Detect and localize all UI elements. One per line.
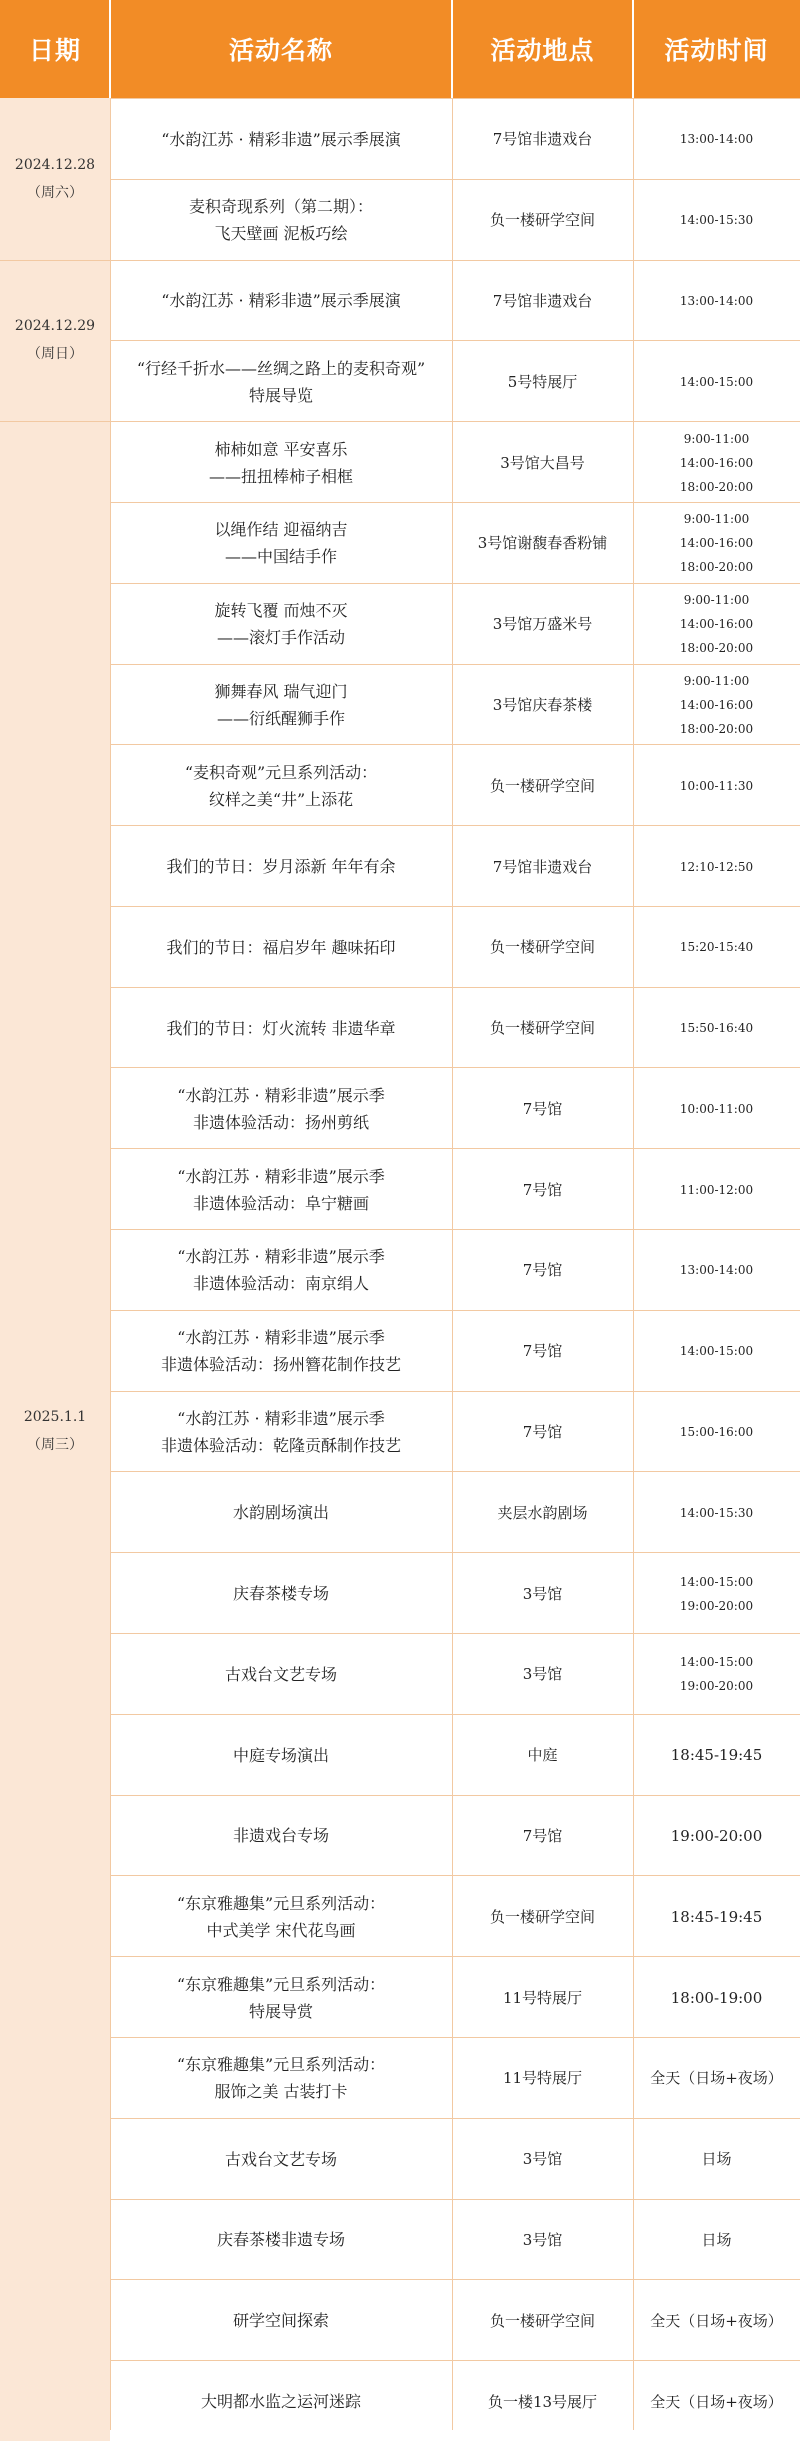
activity-place: 7号馆: [522, 1826, 563, 1845]
table-row: [110, 1391, 800, 1473]
table-row: [110, 2037, 800, 2119]
activity-name: 大明都水监之运河迷踪: [200, 2392, 361, 2411]
activity-name: “水韵江苏 · 精彩非遗”展示季 非遗体验活动：阜宁糖画: [177, 1166, 385, 1213]
activity-name: “水韵江苏 · 精彩非遗”展示季 非遗体验活动：扬州剪纸: [177, 1085, 385, 1132]
activity-name: “水韵江苏 · 精彩非遗”展示季展演: [161, 291, 401, 311]
header-time: 活动时间: [664, 36, 769, 65]
activity-place: 夹层水韵剧场: [497, 1503, 588, 1522]
activity-time: 10:00-11:30: [679, 778, 754, 793]
activity-time: 日场: [701, 2150, 732, 2169]
activity-name: 古戏台文艺专场: [224, 2149, 337, 2169]
activity-name: 研学空间探索: [232, 2311, 329, 2331]
activity-place: 负一楼研学空间: [489, 2311, 595, 2330]
activity-name: “水韵江苏 · 精彩非遗”展示季 非遗体验活动：南京绢人: [177, 1247, 385, 1294]
activity-name: 庆春茶楼非遗专场: [216, 2230, 345, 2250]
table-row: [110, 1310, 800, 1392]
activity-time: 9:00-11:00 14:00-16:00 18:00-20:00: [679, 673, 754, 736]
activity-time: 9:00-11:00 14:00-16:00 18:00-20:00: [679, 593, 754, 656]
activity-time: 13:00-14:00: [679, 1263, 754, 1278]
table-row: [110, 98, 800, 180]
table-row: [110, 1795, 800, 1877]
activity-name: “水韵江苏 · 精彩非遗”展示季 非遗体验活动：扬州簪花制作技艺: [160, 1328, 401, 1375]
activity-time: 全天（日场+夜场）: [650, 2311, 783, 2330]
activity-place: 负一楼研学空间: [489, 938, 595, 957]
header-place: 活动地点: [490, 36, 595, 65]
activity-time: 9:00-11:00 14:00-16:00 18:00-20:00: [679, 431, 754, 494]
header-divider: [451, 0, 453, 98]
date-cell: 2024.12.28 （周六）: [0, 98, 110, 260]
activity-time: 14:00-15:30: [679, 213, 754, 228]
activity-place: 负一楼研学空间: [489, 1907, 595, 1926]
activity-name: “行经千折水——丝绸之路上的麦积奇观” 特展导览: [136, 358, 426, 405]
table-row: [110, 906, 800, 988]
header-date: 日期: [28, 36, 81, 65]
activity-time: 14:00-15:30: [679, 1505, 754, 1520]
activity-name: 庆春茶楼专场: [232, 1584, 329, 1604]
table-row: [110, 502, 800, 584]
activity-place: 负一楼研学空间: [489, 211, 595, 230]
activity-name: 非遗戏台专场: [232, 1826, 329, 1846]
activity-place: 3号馆: [522, 1665, 563, 1684]
activity-name: 古戏台文艺专场: [224, 1664, 337, 1684]
activity-name: 旋转飞覆 而烛不灭 ——滚灯手作活动: [214, 601, 348, 648]
table-row: [110, 1956, 800, 2038]
date-divider: [0, 421, 110, 422]
activity-place: 负一楼研学空间: [489, 1019, 595, 1038]
activity-name: 我们的节日：灯火流转 非遗华章: [166, 1018, 396, 1038]
activity-name: 我们的节日：福启岁年 趣味拓印: [166, 937, 396, 957]
column-divider: [452, 98, 453, 2430]
activity-name: 水韵剧场演出: [232, 1503, 329, 1523]
activity-time: 10:00-11:00: [679, 1101, 754, 1116]
activity-place: 负一楼13号展厅: [487, 2392, 598, 2411]
table-row: [110, 987, 800, 1069]
activity-place: 7号馆: [522, 1180, 563, 1199]
activity-place: 负一楼研学空间: [489, 776, 595, 795]
activity-place: 5号特展厅: [507, 372, 578, 391]
activity-time: 9:00-11:00 14:00-16:00 18:00-20:00: [679, 512, 754, 575]
activity-name: “东京雅趣集”元旦系列活动： 服饰之美 古装打卡: [176, 2055, 386, 2102]
table-row: [110, 583, 800, 665]
activity-time: 18:00-19:00: [670, 1988, 763, 2007]
activity-time: 12:10-12:50: [679, 859, 754, 874]
activity-name: 麦积奇现系列（第二期）： 飞天壁画 泥板巧绘: [188, 197, 373, 244]
table-row: [110, 179, 800, 261]
table-row: [110, 340, 800, 422]
activity-name: 狮舞春风 瑞气迎门 ——衍纸醒狮手作: [214, 681, 348, 728]
table-row: [110, 825, 800, 907]
activity-place: 11号特展厅: [502, 1988, 583, 2007]
activity-time: 19:00-20:00: [670, 1826, 763, 1845]
header-divider: [109, 0, 111, 98]
activity-name: “东京雅趣集”元旦系列活动： 特展导赏: [176, 1974, 386, 2021]
activity-place: 7号馆非遗戏台: [492, 291, 593, 310]
activity-time: 11:00-12:00: [679, 1182, 754, 1197]
activity-time: 15:20-15:40: [679, 940, 754, 955]
activity-place: 中庭: [527, 1746, 558, 1765]
activity-name: “麦积奇观”元旦系列活动： 纹样之美“井”上添花: [184, 762, 378, 809]
table-row: [110, 1229, 800, 1311]
activity-place: 3号馆庆春茶楼: [492, 695, 593, 714]
activity-place: 3号馆: [522, 2150, 563, 2169]
table-row: [110, 260, 800, 342]
activity-time: 全天（日场+夜场）: [650, 2069, 783, 2088]
activity-time: 日场: [701, 2230, 732, 2249]
table-row: [110, 664, 800, 746]
activity-time: 15:00-16:00: [679, 1425, 754, 1440]
activity-name: 以绳作结 迎福纳吉 ——中国结手作: [214, 520, 348, 567]
activity-place: 3号馆: [522, 2230, 563, 2249]
activity-name: “水韵江苏 · 精彩非遗”展示季展演: [161, 129, 401, 149]
table-row: [110, 1067, 800, 1149]
activity-time: 13:00-14:00: [679, 293, 754, 308]
activity-name: 中庭专场演出: [232, 1745, 329, 1765]
activity-place: 7号馆: [522, 1099, 563, 1118]
header-divider: [632, 0, 634, 98]
table-row: [110, 2279, 800, 2361]
activity-time: 18:45-19:45: [670, 1907, 763, 1926]
activity-time: 全天（日场+夜场）: [650, 2392, 783, 2411]
activity-time: 14:00-15:00 19:00-20:00: [679, 1574, 754, 1613]
table-row: [110, 1633, 800, 1715]
activity-place: 7号馆非遗戏台: [492, 857, 593, 876]
activity-place: 7号馆: [522, 1423, 563, 1442]
activity-place: 3号馆: [522, 1584, 563, 1603]
table-row: [110, 1875, 800, 1957]
activity-name: “水韵江苏 · 精彩非遗”展示季 非遗体验活动：乾隆贡酥制作技艺: [160, 1409, 401, 1456]
activity-time: 14:00-15:00 19:00-20:00: [679, 1655, 754, 1694]
table-row: [110, 2199, 800, 2281]
date-cell: 2025.1.1 （周三）: [0, 421, 110, 2441]
table-row: [110, 421, 800, 503]
activity-name: 我们的节日：岁月添新 年年有余: [166, 857, 396, 876]
activity-place: 7号馆: [522, 1261, 563, 1280]
activity-name: 柿柿如意 平安喜乐 ——扭扭棒柿子相框: [208, 439, 353, 486]
table-row: [110, 1552, 800, 1634]
table-row: [110, 1714, 800, 1796]
activity-time: 14:00-15:00: [679, 1344, 754, 1359]
activity-place: 3号馆谢馥春香粉铺: [477, 534, 608, 553]
table-header: [0, 0, 800, 98]
activity-place: 3号馆万盛米号: [492, 615, 593, 634]
activity-time: 15:50-16:40: [679, 1021, 754, 1036]
activity-place: 7号馆: [522, 1342, 563, 1361]
table-row: [110, 1148, 800, 1230]
column-divider: [110, 98, 111, 2430]
table-row: [110, 744, 800, 826]
header-name: 活动名称: [228, 36, 333, 65]
activity-place: 3号馆大昌号: [500, 453, 585, 472]
column-divider: [633, 98, 634, 2430]
date-divider: [0, 260, 110, 261]
table-row: [110, 1471, 800, 1553]
activity-time: 18:45-19:45: [670, 1746, 763, 1765]
table-row: [110, 2118, 800, 2200]
date-cell: 2024.12.29 （周日）: [0, 260, 110, 422]
activity-place: 11号特展厅: [502, 2069, 583, 2088]
activity-name: “东京雅趣集”元旦系列活动： 中式美学 宋代花鸟画: [176, 1893, 386, 1940]
activity-place: 7号馆非遗戏台: [492, 130, 593, 149]
activity-time: 13:00-14:00: [679, 132, 754, 147]
activity-time: 14:00-15:00: [679, 374, 754, 389]
